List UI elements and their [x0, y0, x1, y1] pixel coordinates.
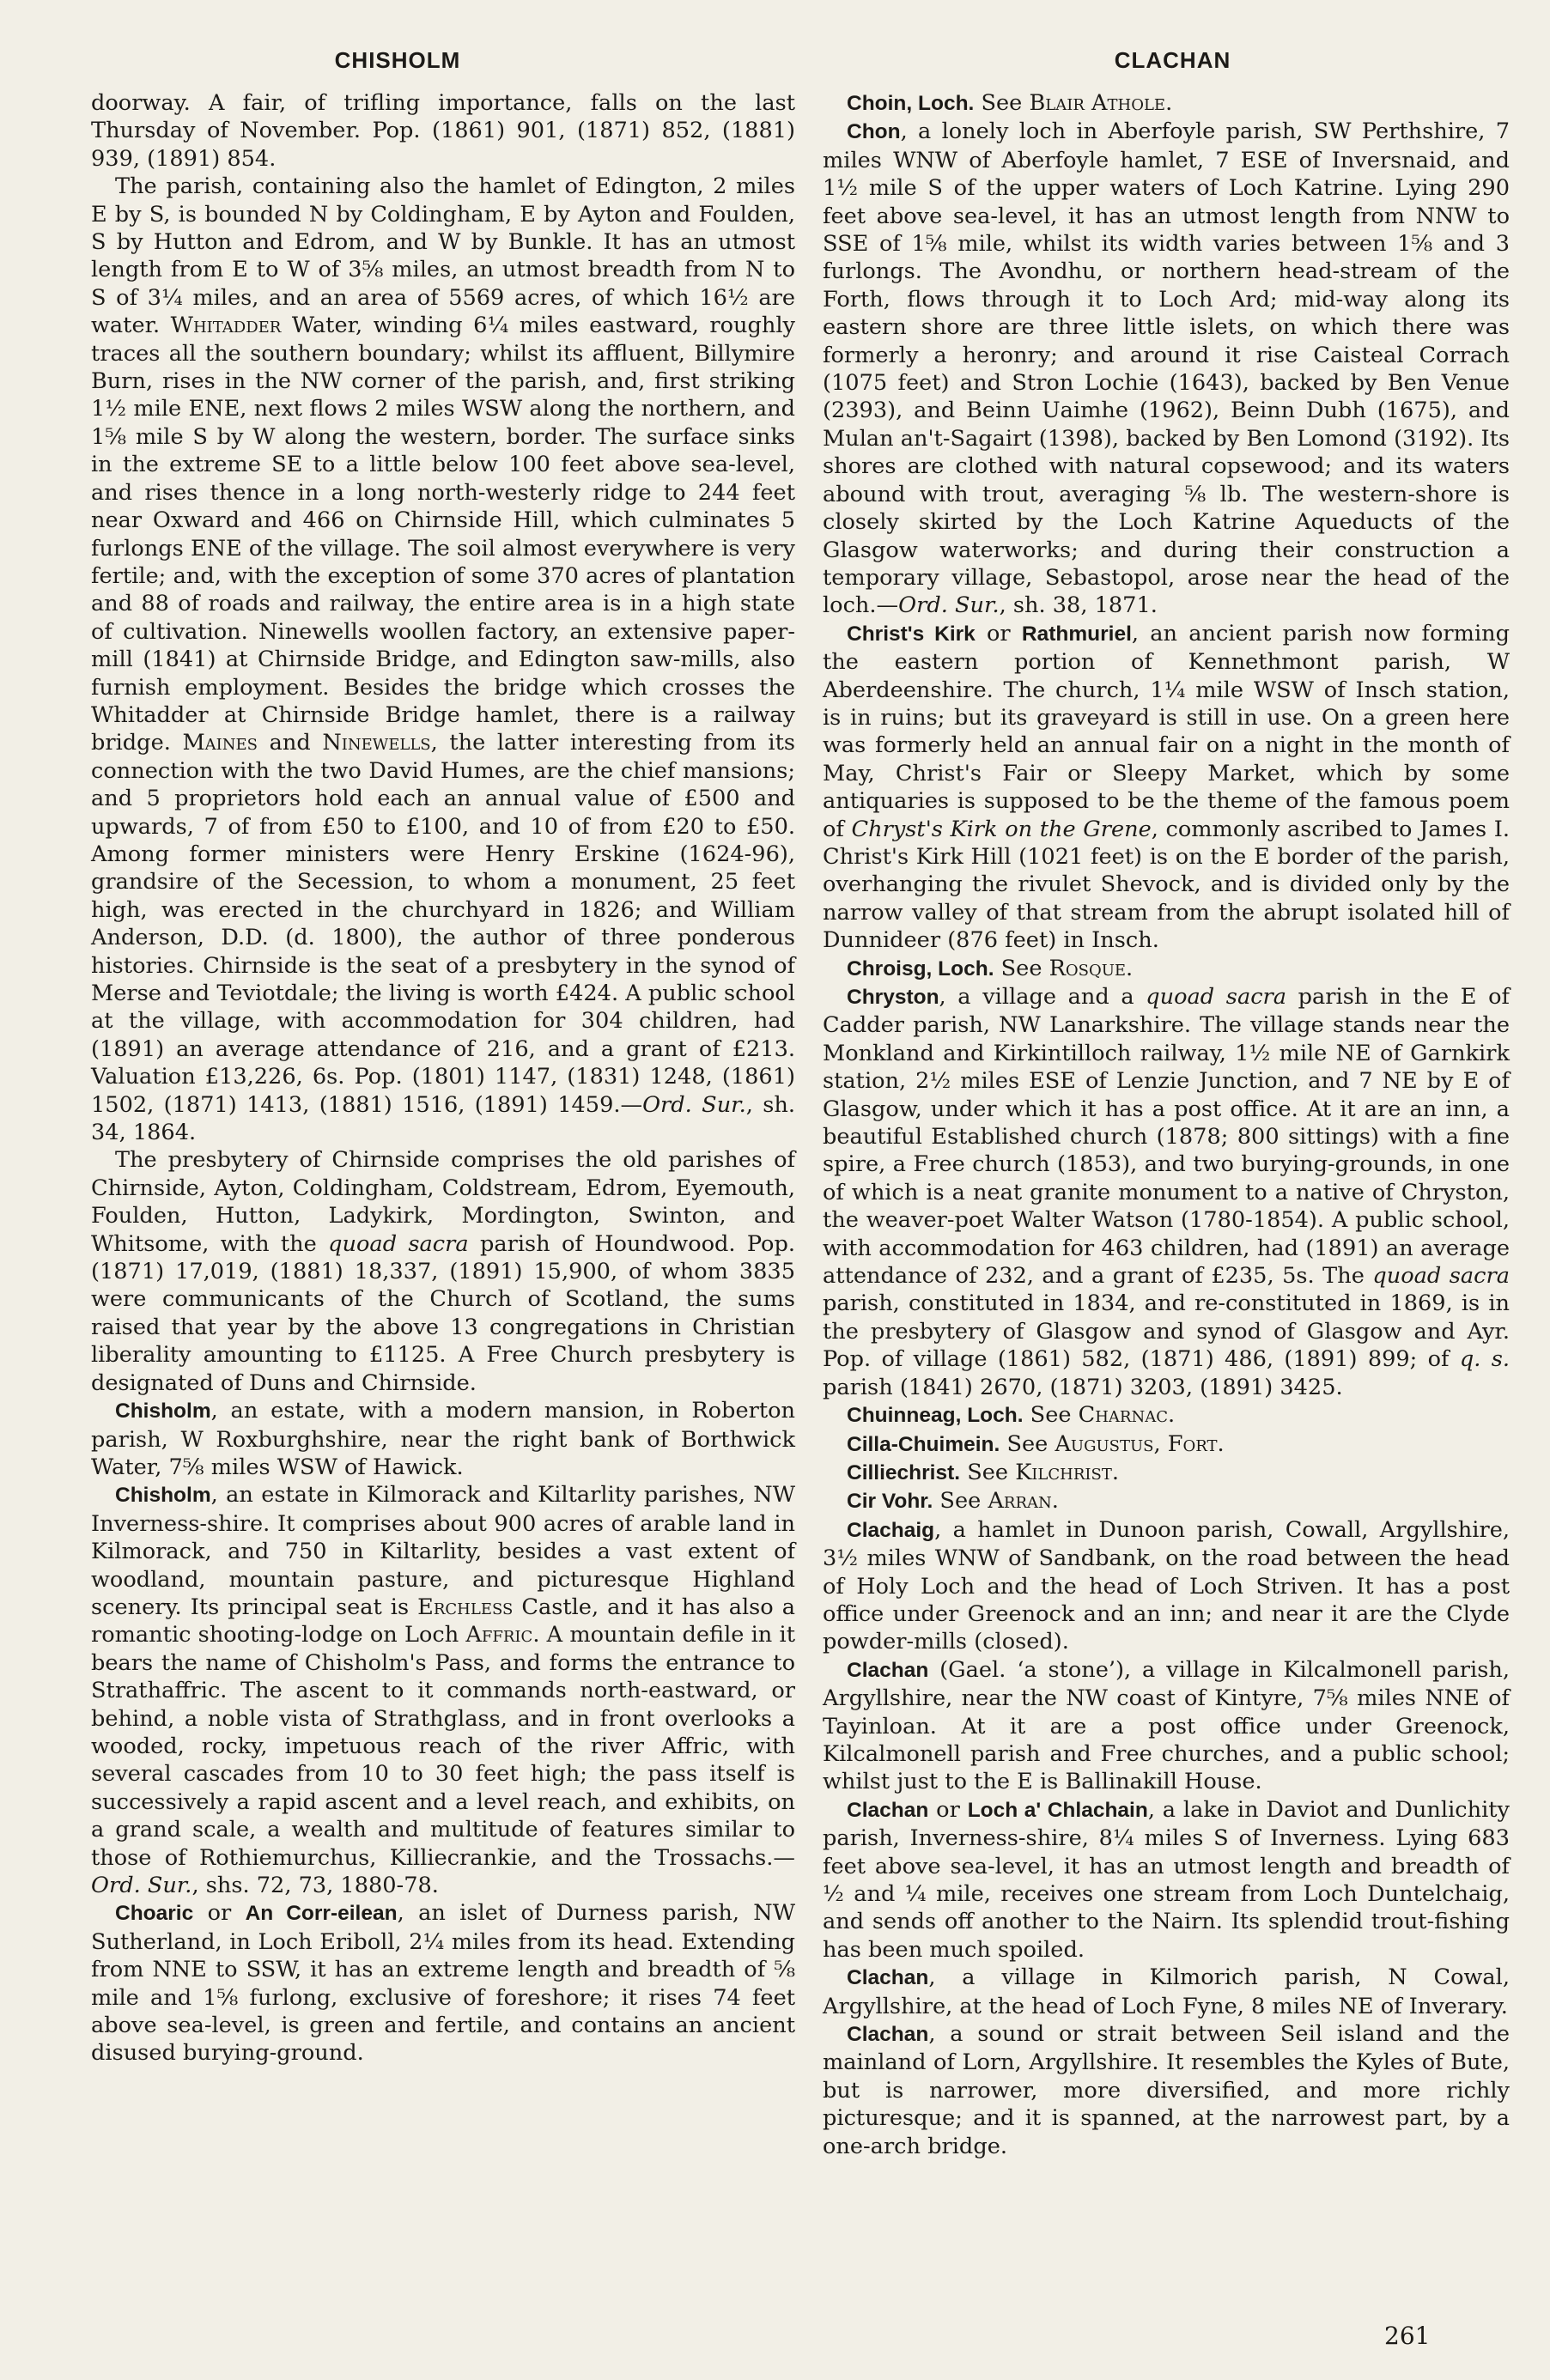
headword: Cilla-Chuimein.	[847, 1432, 1000, 1456]
page-number: 261	[1384, 2322, 1431, 2350]
entry-chuinneag: Chuinneag, Loch. See Charnac.	[847, 1402, 1176, 1429]
citation: Ord. Sur.	[91, 1873, 192, 1898]
entry-clachan-kilmorich: Clachan, a village in Kilmorich parish, N Cowal, Argyllshire, at the head of Loch Fyne, 8 miles NE of Inverary.	[823, 1964, 1510, 2019]
headword: Cir Vohr.	[847, 1490, 933, 1514]
entry-cilla-chuimein: Cilla-Chuimein. See Augustus, Fort.	[847, 1430, 1225, 1457]
cross-ref: Ninewells	[322, 730, 431, 756]
headword: Chisholm	[115, 1399, 211, 1424]
entry-chon: Chon, a lonely loch in Aberfoyle parish, SW Perthshire, 7 miles WNW of Aberfoyle hamlet, 7 ESE of Inversnaid, and 1½ mile S of the upper waters of Loch Katrine. Lying 290 feet above sea-level, it has an utmost length from NNW to SSE of 1⅝ mile, whilst its width varies between 1⅝ and 3 furlongs. The Avondhu, or northern head-stream of the Forth, flows through it to Loch Ard; mid-way along its eastern shore are three little islets, on which there was formerly a heronry; and around it rise Caisteal Corrach (1075 feet) and Stron Lochie (1643), backed by Ben Venue (2393), and Beinn Uaimhe (1962), Beinn Dubh (1675), and Mulan an't-Sagairt (1398), backed by Ben Lomond (3192). Its shores are clothed with natural copsewood; and its waters abound with trout, averaging ⅝ lb. The western-shore is closely skirted by the Loch Katrine Aqueducts of the Glasgow waterworks; and during their construction a temporary village, Sebastopol, arose near the head of the loch.—Ord. Sur., sh. 38, 1871.	[823, 118, 1510, 619]
entry-clachan-village: Clachan (Gael. ‘a stone’), a village in Kilcalmonell parish, Argyllshire, near the NW coast of Kintyre, 7⅝ miles NNE of Tayinloan. At it are a post office under Greenock, Kilcalmonell parish and Free churches, and a public school; whilst just to the E is Ballinakill House.	[823, 1656, 1510, 1795]
running-head-left: CHISHOLM	[334, 47, 461, 73]
headword: Clachaig	[847, 1518, 935, 1542]
citation: Ord. Sur.	[898, 592, 1000, 619]
headword: Chon	[847, 120, 901, 144]
entry-clachan-lake: Clachan or Loch a' Chlachain, a lake in Daviot and Dunlichity parish, Inverness-shire, 8¼ miles S of Inverness. Lying 683 feet above sea-level, it has an utmost length and breadth of ½ and ¼ mile, receives one stream from Loch Duntelchaig, and sends off another to the Nairn. Its splendid trout-fishing has been much spoiled.	[823, 1796, 1510, 1963]
cross-ref: Maines	[182, 730, 258, 756]
citation: Ord. Sur.	[642, 1091, 746, 1118]
headword: Chryston	[847, 986, 939, 1009]
paragraph-parish: The parish, containing also the hamlet of Edington, 2 miles E by S, is bounded N by Coldingham, E by Ayton and Foulden, S by Hutton and Edrom, and W by Bunkle. It has an utmost length from E to W of 3⅝ miles, an utmost breadth from N to S of 3¼ miles, and an area of 5569 acres, of which 16½ are water. Whitadder Water, winding 6¼ miles eastward, roughly traces all the southern boundary; whilst its affluent, Billymire Burn, rises in the NW corner of the parish, and, first striking 1½ mile ENE, next flows 2 miles WSW along the northern, and 1⅝ mile S by W along the western, border. The surface sinks in the extreme SE to a little below 100 feet above sea-level, and rises thence in a long north-westerly ridge to 244 feet near Oxward and 466 on Chirnside Hill, which culminates 5 furlongs ENE of the village. The soil almost everywhere is very fertile; and, with the exception of some 370 acres of plantation and 88 of roads and railway, the entire area is in a high state of cultivation. Ninewells woollen factory, an extensive paper-mill (1841) at Chirnside Bridge, and Edington saw-mills, also furnish employment. Besides the bridge which crosses the Whitadder at Chirnside Bridge hamlet, there is a railway bridge. Maines and Ninewells, the latter interesting from its connection with the two David Humes, are the chief mansions; and 5 proprietors hold each an annual value of £500 and upwards, 7 of from £50 to £100, and 10 of from £20 to £50. Among former ministers were Henry Erskine (1624-96), grandsire of the Secession, to whom a monument, 25 feet high, was erected in the churchyard in 1826; and William Anderson, D.D. (d. 1800), the author of three ponderous histories. Chirnside is the seat of a presbytery in the synod of Merse and Teviotdale; the living is worth £424. A public school at the village, with accommodation for 304 children, had (1891) an average attendance of 216, and a grant of £213. Valuation £13,226, 6s. Pop. (1801) 1147, (1831) 1248, (1861) 1502, (1871) 1413, (1881) 1516, (1891) 1459.—Ord. Sur., sh. 34, 1864.	[91, 173, 796, 1146]
left-column	[91, 89, 795, 2067]
headword: Cilliechrist.	[847, 1460, 961, 1484]
cross-ref: Augustus	[1055, 1430, 1154, 1457]
entry-cir-vohr: Cir Vohr. See Arran.	[847, 1488, 1059, 1515]
entry-clachaig: Clachaig, a hamlet in Dunoon parish, Cowall, Argyllshire, 3½ miles WNW of Sandbank, on the road between the head of Holy Loch and the head of Loch Striven. It has a post office under Greenock and an inn; and near it are the Clyde powder-mills (closed).	[823, 1516, 1510, 1655]
paragraph-presbytery: The presbytery of Chirnside comprises the old parishes of Chirnside, Ayton, Coldingham, Coldstream, Edrom, Eyemouth, Foulden, Hutton, Ladykirk, Mordington, Swinton, and Whitsome, with the quoad sacra parish of Houndwood. Pop. (1871) 17,019, (1881) 18,337, (1891) 15,900, of whom 3835 were communicants of the Church of Scotland, the sums raised that year by the above 13 congregations in Christian liberality amounting to £1125. A Free Church presbytery is designated of Duns and Chirnside.	[91, 1147, 795, 1396]
entry-choin: Choin, Loch. See Blair Athole.	[847, 90, 1173, 116]
cross-ref: Fort	[1167, 1430, 1218, 1457]
entry-christs-kirk: Christ's Kirk or Rathmuriel, an ancient parish now forming the eastern portion of Kennethmont parish, W Aberdeenshire. The church, 1¼ mile WSW of Insch station, is in ruins; but its graveyard is still in use. On a green here was formerly held an annual fair on a night in the month of May, Christ's Fair or Sleepy Market, which by some antiquaries is supposed to be the theme of the famous poem of Chryst's Kirk on the Grene, commonly ascribed to James I. Christ's Kirk Hill (1021 feet) is on the E border of the parish, overhanging the rivulet Shevock, and is divided only by the narrow valley of that stream from the abrupt isolated hill of Dunnideer (876 feet) in Insch.	[823, 620, 1510, 954]
headword: Chroisg, Loch.	[847, 956, 994, 981]
entry-choaric: Choaric or An Corr-eilean, an islet of Durness parish, NW Sutherland, in Loch Eriboll, 2¼ miles from its head. Extending from NNE to SSW, it has an extreme length and breadth of ⅝ mile and 1⅝ furlong, exclusive of foreshore; it rises 74 feet above sea-level, is green and fertile, and contains an ancient disused burying-ground.	[91, 1900, 796, 2067]
entry-clachan-sound: Clachan, a sound or strait between Seil island and the mainland of Lorn, Argyllshire. It resembles the Kyles of Bute, but is narrower, more diversified, and more richly picturesque; and it is spanned, at the narrowest part, by a one-arch bridge.	[823, 2021, 1510, 2159]
cross-ref: Blair Athole	[1029, 90, 1166, 116]
entry-chisholm-inverness: Chisholm, an estate in Kilmorack and Kiltarlity parishes, NW Inverness-shire. It comprises about 900 acres of arable land in Kilmorack, and 750 in Kiltarlity, besides a vast extent of woodland, mountain pasture, and picturesque Highland scenery. Its principal seat is Erchless Castle, and it has also a romantic shooting-lodge on Loch Affric. A mountain defile in it bears the name of Chisholm's Pass, and forms the entrance to Strathaffric. The ascent to it commands north-eastward, or behind, a noble vista of Strathglass, and in front overlooks a wooded, rocky, impetuous reach of the river Affric, with several cascades from 10 to 30 feet high; the pass itself is successively a rapid ascent and a level reach, and exhibits, on a grand scale, a wealth and multitude of features similar to those of Rothiemurchus, Killiecrankie, and the Trossachs.—Ord. Sur., shs. 72, 73, 1880-78.	[91, 1482, 795, 1898]
headword: Loch a' Chlachain	[967, 1798, 1148, 1822]
cross-ref: Rosque	[1049, 955, 1127, 981]
cross-ref: Kilchrist	[1015, 1459, 1112, 1485]
headword: Choin, Loch.	[847, 92, 975, 115]
headword: Clachan	[847, 2023, 929, 2047]
entry-chryston: Chryston, a village and a quoad sacra parish in the E of Cadder parish, NW Lanarkshire. The village stands near the Monkland and Kirkintilloch railway, 1½ mile NE of Garnkirk station, 2½ miles ESE of Lenzie Junction, and 7 NE by E of Glasgow, under which it has a post office. At it are an inn, a beautiful Established church (1878; 800 sittings) with a fine spire, a Free church (1853), and two burying-grounds, in one of which is a neat granite monument to a native of Chryston, the weaver-poet Walter Watson (1780-1854). A public school, with accommodation for 463 children, had (1891) an average attendance of 232, and a grant of £235, 5s. The quoad sacra parish, constituted in 1834, and re-constituted in 1869, is in the presbytery of Glasgow and synod of Glasgow and Ayr. Pop. of village (1861) 582, (1871) 486, (1891) 899; of q. s. parish (1841) 2670, (1871) 3203, (1891) 3425.	[823, 984, 1510, 1400]
headword: Christ's Kirk	[847, 622, 976, 646]
entry-chisholm-roxburgh: Chisholm, an estate, with a modern mansion, in Roberton parish, W Roxburghshire, near the right bank of Borthwick Water, 7⅝ miles WSW of Hawick.	[91, 1398, 795, 1480]
cross-ref: Affric	[465, 1622, 533, 1648]
cross-ref: Erchless	[417, 1594, 514, 1620]
cross-ref: Charnac	[1078, 1402, 1168, 1429]
headword: Rathmuriel	[1021, 622, 1132, 646]
headword: Choaric	[115, 1902, 194, 1926]
cross-ref: Arran	[988, 1488, 1052, 1515]
headword: Clachan	[847, 1798, 929, 1822]
headword: Clachan	[847, 1658, 929, 1682]
headword: Chuinneag, Loch.	[847, 1404, 1024, 1428]
headword: An Corr-eilean	[245, 1902, 398, 1926]
poem-title: Chryst's Kirk on the Grene	[851, 816, 1152, 842]
right-column	[823, 89, 1510, 2160]
entry-chroisg: Chroisg, Loch. See Rosque.	[847, 955, 1134, 981]
paragraph-continued: doorway. A fair, of trifling importance, falls on the last Thursday of November. Pop. (1861) 901, (1871) 852, (1881) 939, (1891) 854.	[91, 90, 795, 172]
running-head-right: CLACHAN	[1114, 47, 1231, 73]
headword: Clachan	[847, 1966, 929, 1990]
entry-cilliechrist: Cilliechrist. See Kilchrist.	[847, 1459, 1119, 1485]
headword: Chisholm	[115, 1484, 211, 1508]
cross-ref: Whitadder	[170, 313, 282, 339]
